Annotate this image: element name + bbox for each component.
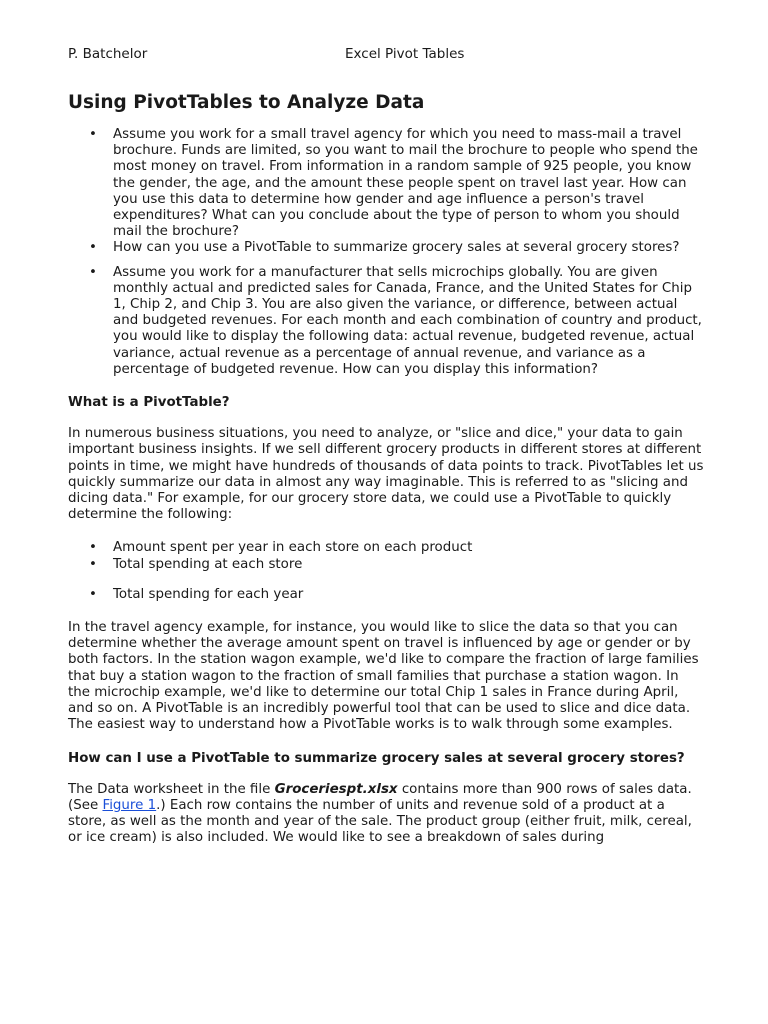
header-title: Excel Pivot Tables [345,46,465,62]
section1-bullet-list-2 [68,587,704,603]
intro-bullet-item: • How can you use a PivotTable to summarize grocery sales at several grocery stores? [113,240,704,256]
section1-bullet-item: • Total spending at each store [113,557,704,573]
intro-bullet-item: • Assume you work for a small travel agency for which you need to mass-mail a travel brochure. Funds are limited, so you want to mail the brochure to people who spend the most money on travel. From information in a random sample of 925 people, you know the gender, the age, and the amount these people spent on travel last year. How can you use this data to determine how gender and age influence a person's travel expenditures? What can you conclude about the type of person to whom you should mail the brochure? [113,127,704,240]
section1-bullet-item: • Total spending for each year [113,587,704,603]
document-body [68,91,704,847]
section2-text-3: .) Each row contains the number of units and revenue sold of a product at a store, as well as the month and year of the sale. The product group (either fruit, milk, cereal, or ice cream) is also included. We would like to see a breakdown of sales during [68,797,692,846]
page-heading: Using PivotTables to Analyze Data [68,92,425,113]
section1-bullet-list [68,540,704,572]
section1-paragraph-2: In the travel agency example, for instance, you would like to slice the data so that you can determine whether the average amount spent on travel is influenced by age or gender or by both factors. In the station wagon example, we'd like to compare the fraction of large families that buy a station wagon to the fraction of small families that purchase a station wagon. In the microchip example, we'd like to determine our total Chip 1 sales in France during April, and so on. A PivotTable is an incredibly powerful tool that can be used to slice and dice data. The easiest way to understand how a PivotTable works is to walk through some examples. [68,620,699,733]
filename: Groceriespt.xlsx [274,781,398,797]
intro-bullet-item: • Assume you work for a manufacturer that sells microchips globally. You are given monthly actual and predicted sales for Canada, France, and the United States for Chip 1, Chip 2, and Chip 3. You are also given the variance, or difference, between actual and budgeted revenues. For each month and each combination of country and product, you would like to display the following data: actual revenue, budgeted revenue, actual variance, actual revenue as a percentage of annual revenue, and variance as a percentage of budgeted revenue. How can you display this information? [113,265,704,378]
section1-bullet-item: • Amount spent per year in each store on each product [113,540,704,556]
intro-bullet-list-2 [68,265,704,378]
section2-text-2: contains more than 900 rows of sales data. (See [68,781,692,813]
figure-1-link[interactable]: Figure 1 [102,797,157,813]
section2-text-1: The Data worksheet in the file [68,781,275,797]
section2-paragraph [68,782,704,847]
section1-paragraph: In numerous business situations, you need to analyze, or "slice and dice," your data to gain important business insights. If we sell different grocery products in different stores at different points in time, we might have hundreds of thousands of data points to track. PivotTables let us quickly summarize our data in almost any way imaginable. This is referred to as "slicing and dicing data." For example, for our grocery store data, we could use a PivotTable to quickly determine the following: [68,426,704,523]
section-heading-what-is-pivottable: What is a PivotTable? [68,395,230,411]
header-author: P. Batchelor [68,46,148,62]
section-heading-grocery-sales: How can I use a PivotTable to summarize grocery sales at several grocery stores? [68,750,685,766]
intro-bullet-list [68,127,704,257]
